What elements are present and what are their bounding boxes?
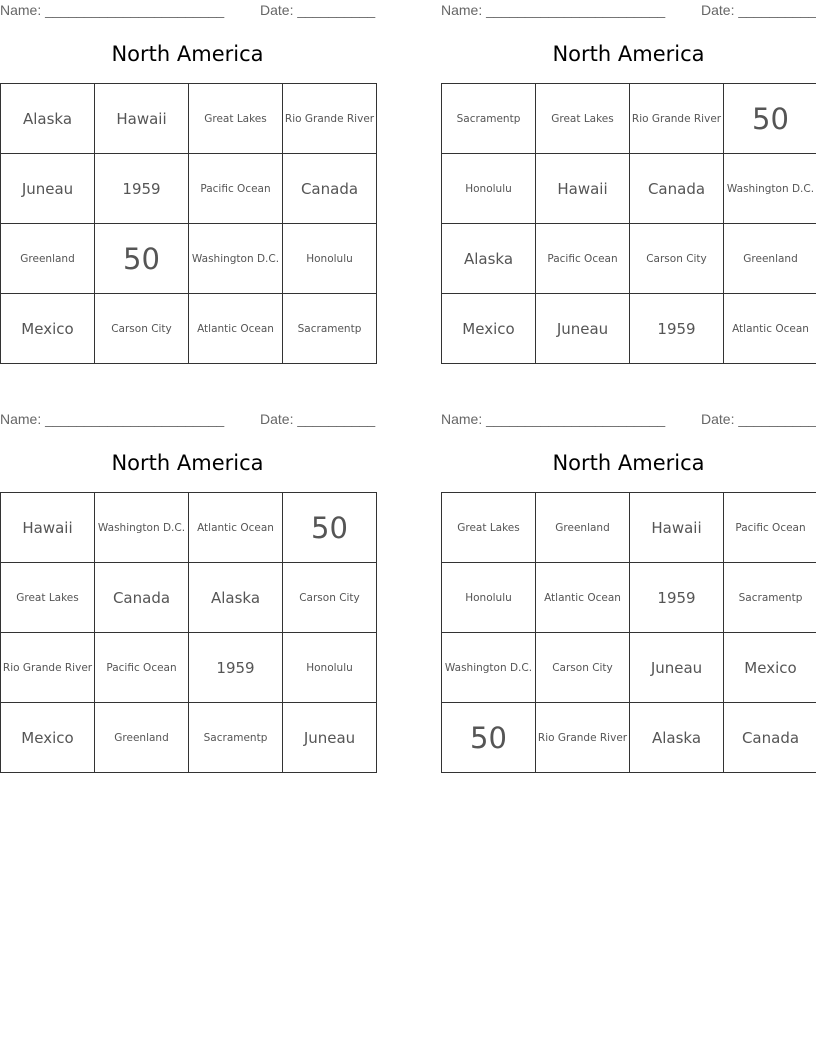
bingo-cell: Hawaii [1, 493, 95, 563]
bingo-cell: Rio Grande River [536, 703, 630, 773]
bingo-cell: Rio Grande River [283, 84, 377, 154]
bingo-cell: Honolulu [283, 224, 377, 294]
bingo-cell: 1959 [189, 633, 283, 703]
bingo-cell: Alaska [630, 703, 724, 773]
name-field-label: Name: _______________________ [0, 2, 225, 18]
bingo-cell: Alaska [189, 563, 283, 633]
bingo-cell: Juneau [630, 633, 724, 703]
bingo-cell: Alaska [1, 84, 95, 154]
card-header [441, 411, 816, 429]
grid-row [442, 633, 816, 703]
bingo-cell: Pacific Ocean [95, 633, 189, 703]
card-header [0, 2, 375, 20]
bingo-cell: 1959 [95, 154, 189, 224]
bingo-cell: Washington D.C. [189, 224, 283, 294]
card-header [0, 411, 375, 429]
date-field-label: Date: __________ [701, 2, 816, 18]
name-field-label: Name: _______________________ [441, 411, 666, 427]
bingo-cell: Honolulu [442, 154, 536, 224]
bingo-cell: 1959 [630, 563, 724, 633]
bingo-cell: Alaska [442, 224, 536, 294]
bingo-cell: Pacific Ocean [536, 224, 630, 294]
bingo-cell: Mexico [724, 633, 816, 703]
grid-row [1, 633, 377, 703]
bingo-cell: Washington D.C. [724, 154, 816, 224]
grid-row [1, 703, 377, 773]
bingo-cell: Mexico [1, 703, 95, 773]
bingo-cell: Carson City [283, 563, 377, 633]
date-field-label: Date: __________ [260, 411, 376, 427]
bingo-cell: Mexico [442, 294, 536, 364]
grid-row [442, 493, 816, 563]
bingo-cell: Pacific Ocean [189, 154, 283, 224]
bingo-cell: Sacramentp [283, 294, 377, 364]
bingo-cell: Sacramentp [189, 703, 283, 773]
grid-row [1, 294, 377, 364]
bingo-card-1 [0, 0, 375, 372]
bingo-cell: Honolulu [442, 563, 536, 633]
grid-row [1, 493, 377, 563]
bingo-cell: 50 [442, 703, 536, 773]
bingo-cell: Greenland [536, 493, 630, 563]
bingo-grid [441, 492, 816, 773]
name-field-label: Name: _______________________ [0, 411, 225, 427]
bingo-cell: Honolulu [283, 633, 377, 703]
grid-row [442, 154, 816, 224]
grid-row [1, 224, 377, 294]
card-title: North America [552, 42, 705, 66]
bingo-cell: Washington D.C. [442, 633, 536, 703]
bingo-card-3 [0, 409, 375, 781]
bingo-cell: Atlantic Ocean [536, 563, 630, 633]
bingo-cell: Hawaii [630, 493, 724, 563]
card-title: North America [552, 451, 705, 475]
bingo-cell: Juneau [283, 703, 377, 773]
bingo-cell: Great Lakes [189, 84, 283, 154]
bingo-cell: Greenland [1, 224, 95, 294]
bingo-cell: Rio Grande River [1, 633, 95, 703]
card-title: North America [111, 451, 264, 475]
bingo-cell: Atlantic Ocean [189, 493, 283, 563]
grid-row [442, 563, 816, 633]
bingo-cell: Greenland [724, 224, 816, 294]
bingo-cell: Canada [630, 154, 724, 224]
bingo-cell: Mexico [1, 294, 95, 364]
bingo-cell: Greenland [95, 703, 189, 773]
bingo-cell: Sacramentp [724, 563, 816, 633]
card-title: North America [111, 42, 264, 66]
bingo-cell: Hawaii [95, 84, 189, 154]
bingo-grid [441, 83, 816, 364]
grid-row [442, 294, 816, 364]
bingo-cell: Great Lakes [1, 563, 95, 633]
bingo-cell: Atlantic Ocean [724, 294, 816, 364]
bingo-cell: Juneau [1, 154, 95, 224]
bingo-cell: Rio Grande River [630, 84, 724, 154]
bingo-grid [0, 83, 377, 364]
bingo-cell: 1959 [630, 294, 724, 364]
bingo-card-2 [441, 0, 816, 372]
bingo-cell: Hawaii [536, 154, 630, 224]
bingo-cell: Canada [724, 703, 816, 773]
bingo-cell: 50 [95, 224, 189, 294]
bingo-cell: 50 [724, 84, 816, 154]
grid-row [1, 154, 377, 224]
bingo-card-4 [441, 409, 816, 781]
bingo-cell: Carson City [95, 294, 189, 364]
card-header [441, 2, 816, 20]
bingo-cell: Great Lakes [442, 493, 536, 563]
grid-row [442, 703, 816, 773]
grid-row [442, 224, 816, 294]
bingo-cell: Juneau [536, 294, 630, 364]
bingo-cell: 50 [283, 493, 377, 563]
bingo-cell: Carson City [536, 633, 630, 703]
bingo-cell: Carson City [630, 224, 724, 294]
grid-row [1, 563, 377, 633]
bingo-cell: Sacramentp [442, 84, 536, 154]
bingo-cell: Canada [283, 154, 377, 224]
bingo-cell: Great Lakes [536, 84, 630, 154]
date-field-label: Date: __________ [701, 411, 816, 427]
name-field-label: Name: _______________________ [441, 2, 666, 18]
bingo-cell: Atlantic Ocean [189, 294, 283, 364]
date-field-label: Date: __________ [260, 2, 376, 18]
bingo-cell: Canada [95, 563, 189, 633]
grid-row [442, 84, 816, 154]
grid-row [1, 84, 377, 154]
bingo-grid [0, 492, 377, 773]
bingo-cell: Pacific Ocean [724, 493, 816, 563]
bingo-cell: Washington D.C. [95, 493, 189, 563]
